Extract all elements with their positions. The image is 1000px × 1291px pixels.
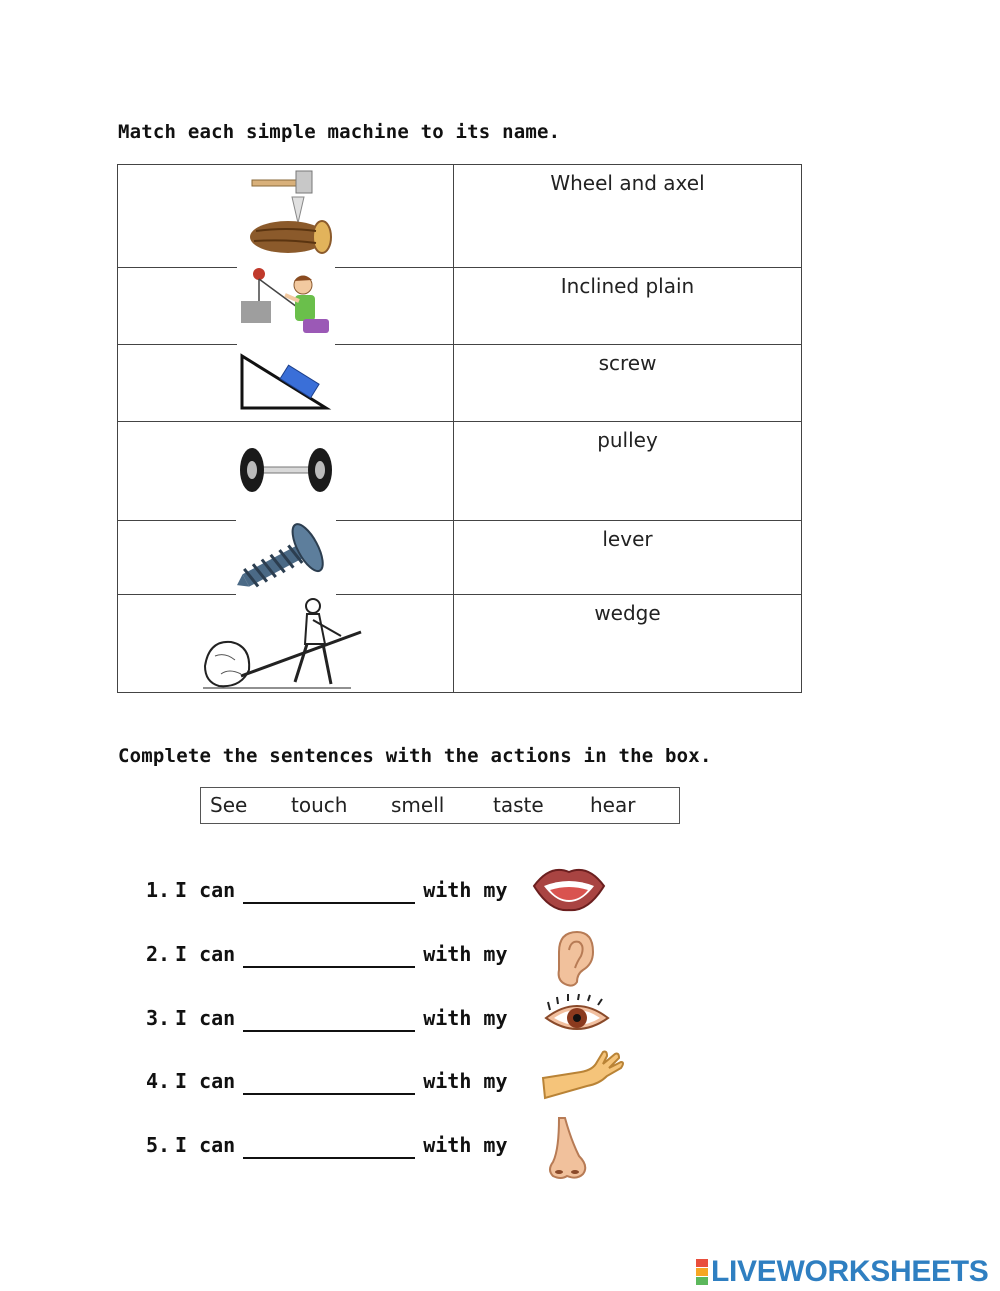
picture-cell: [118, 521, 454, 595]
eye-icon: [542, 994, 612, 1038]
boy-pulley-image[interactable]: [237, 265, 335, 347]
complete-heading: Complete the sentences with the actions in the box.: [118, 745, 712, 767]
screw-image[interactable]: [236, 518, 336, 598]
table-row: [118, 345, 802, 422]
action-word: taste: [493, 793, 544, 817]
liveworksheets-logo: [696, 1255, 989, 1289]
table-row: [118, 268, 802, 345]
wheel-axle-image[interactable]: [238, 440, 334, 502]
action-word: smell: [391, 793, 445, 817]
table-row: [118, 422, 802, 521]
answer-blank[interactable]: [243, 1075, 415, 1095]
picture-cell: [118, 595, 454, 693]
sentence-start: I can: [175, 1069, 236, 1093]
machine-name[interactable]: Inclined plain: [454, 268, 802, 345]
machine-name[interactable]: lever: [454, 521, 802, 595]
table-row: [118, 165, 802, 268]
action-word: hear: [590, 793, 636, 817]
table-row: [118, 521, 802, 595]
sentence-start: I can: [175, 1133, 236, 1157]
sentence-start: I can: [175, 942, 236, 966]
brand-name: LIVEWORKSHEETS: [711, 1255, 989, 1288]
match-heading: Match each simple machine to its name.: [118, 121, 561, 143]
sentence-row: [146, 1061, 508, 1101]
picture-cell: [118, 165, 454, 268]
ear-icon: [551, 930, 597, 988]
table-row: [118, 595, 802, 693]
mouth-icon: [530, 862, 608, 914]
sentence-number: 3.: [146, 1006, 171, 1030]
actions-word-box: [200, 787, 680, 824]
sentence-end: with my: [423, 1006, 508, 1030]
sentence-end: with my: [423, 1133, 508, 1157]
picture-cell: [118, 345, 454, 422]
hand-icon: [541, 1048, 625, 1104]
sentence-number: 5.: [146, 1133, 171, 1157]
answer-blank[interactable]: [243, 1012, 415, 1032]
sentence-end: with my: [423, 1069, 508, 1093]
answer-blank[interactable]: [243, 1139, 415, 1159]
sentence-row: [146, 934, 508, 974]
man-lever-rock-image[interactable]: [201, 596, 371, 692]
picture-cell: [118, 268, 454, 345]
machine-name[interactable]: Wheel and axel: [454, 165, 802, 268]
logo-blocks-icon: [696, 1259, 708, 1285]
sentence-end: with my: [423, 878, 508, 902]
picture-cell: [118, 422, 454, 521]
hammer-wedge-log-image[interactable]: [238, 167, 334, 265]
sentence-row: [146, 1125, 508, 1165]
sentence-number: 2.: [146, 942, 171, 966]
machine-name[interactable]: screw: [454, 345, 802, 422]
answer-blank[interactable]: [243, 884, 415, 904]
action-word: touch: [291, 793, 348, 817]
matching-table: [117, 164, 802, 693]
machine-name[interactable]: pulley: [454, 422, 802, 521]
machine-name[interactable]: wedge: [454, 595, 802, 693]
action-word: See: [210, 793, 248, 817]
nose-icon: [545, 1116, 591, 1184]
sentence-start: I can: [175, 1006, 236, 1030]
sentence-row: [146, 998, 508, 1038]
inclined-plane-image[interactable]: [238, 350, 334, 416]
sentence-number: 1.: [146, 878, 171, 902]
sentence-start: I can: [175, 878, 236, 902]
sentence-row: [146, 870, 508, 910]
answer-blank[interactable]: [243, 948, 415, 968]
sentence-number: 4.: [146, 1069, 171, 1093]
sentence-end: with my: [423, 942, 508, 966]
